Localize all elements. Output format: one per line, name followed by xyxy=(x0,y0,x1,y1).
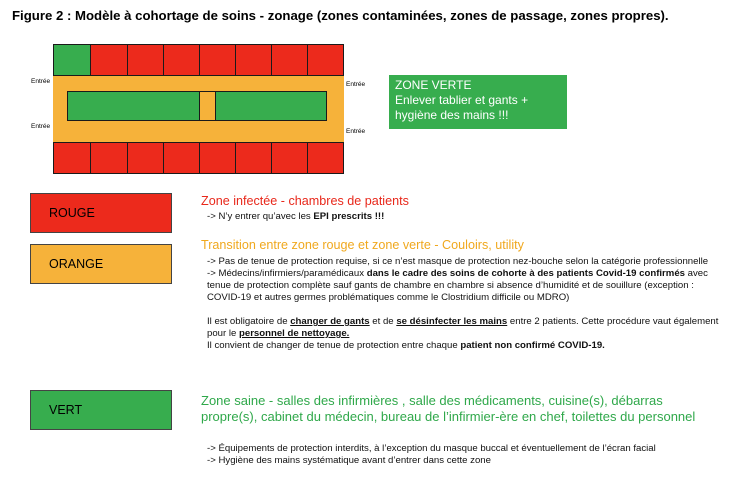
entrance-label: Entrée xyxy=(346,128,366,135)
legend-box-orange xyxy=(30,244,172,284)
figure-title: Figure 2 : Modèle à cohortage de soins - zonage (zones contaminées, zones de passage, zones propres). xyxy=(12,8,669,23)
entrance-label: Entrée xyxy=(346,81,366,88)
floor-plan-diagram xyxy=(0,0,380,180)
vert-line: -> Équipements de protection interdits, à l’exception du masque buccal et éventuellement de l’écran facial xyxy=(207,443,656,454)
legend-label-rouge: ROUGE xyxy=(49,206,95,220)
red-room xyxy=(163,44,200,76)
red-room xyxy=(163,142,200,174)
zone-text-rouge: -> N’y entrer qu’avec les EPI prescrits !!! xyxy=(207,211,385,222)
green-zone-callout xyxy=(389,75,567,129)
legend-box-vert xyxy=(30,390,172,430)
orange-paragraph: Il convient de changer de tenue de protection entre chaque patient non confirmé COVID-19. xyxy=(207,340,605,351)
red-room xyxy=(90,142,128,174)
callout-line: Enlever tablier et gants + xyxy=(395,93,529,107)
callout-line: hygiène des mains !!! xyxy=(395,108,509,122)
zone-heading-orange: Transition entre zone rouge et zone verte - Couloirs, utility xyxy=(201,238,524,252)
red-room xyxy=(271,44,308,76)
entrance-label: Entrée xyxy=(31,78,51,85)
red-room xyxy=(235,44,272,76)
red-room xyxy=(127,142,164,174)
red-room xyxy=(199,44,236,76)
red-room xyxy=(307,142,344,174)
orange-paragraph: -> Pas de tenue de protection requise, si ce n’est masque de protection nez-bouche selon la catégorie professionnelle xyxy=(207,256,709,267)
green-room-top xyxy=(53,44,91,76)
orange-paragraph: -> Médecins/infirmiers/paramédicaux dans le cadre des soins de cohorte à des patients Covid-19 confirmés avec tenue de protection complète sauf gants de chambre en chambre si absence d’humidité et de souillure (exception : COVID-19 et autres germes problématiques comme le Clostridium difficile ou MDRO) xyxy=(207,268,708,303)
zone-text-orange xyxy=(207,256,722,352)
orange-paragraph: Il est obligatoire de changer de gants et de se désinfecter les mains entre 2 patients. Cette procédure vaut également pour le personnel de nettoyage. xyxy=(207,316,719,339)
red-room xyxy=(127,44,164,76)
legend-label-orange: ORANGE xyxy=(49,257,104,271)
red-room xyxy=(271,142,308,174)
red-room xyxy=(53,142,91,174)
legend-box-rouge xyxy=(30,193,172,233)
orange-passage xyxy=(199,91,216,121)
red-room xyxy=(235,142,272,174)
red-room xyxy=(199,142,236,174)
entrance-label: Entrée xyxy=(31,123,51,130)
red-room xyxy=(307,44,344,76)
zone-heading-vert: Zone saine - salles des infirmières , salle des médicaments, cuisine(s), débarras propre(s), cabinet du médecin, bureau de l’infirmier-ère en chef, toilettes du personnel xyxy=(201,393,696,424)
zone-text-vert xyxy=(207,443,727,467)
red-room xyxy=(90,44,128,76)
callout-line: ZONE VERTE xyxy=(395,78,472,92)
legend-label-vert: VERT xyxy=(49,403,83,417)
vert-line: -> Hygiène des mains systématique avant d’entrer dans cette zone xyxy=(207,455,491,466)
green-central-zone xyxy=(67,91,327,121)
zone-heading-rouge: Zone infectée - chambres de patients xyxy=(201,194,409,208)
